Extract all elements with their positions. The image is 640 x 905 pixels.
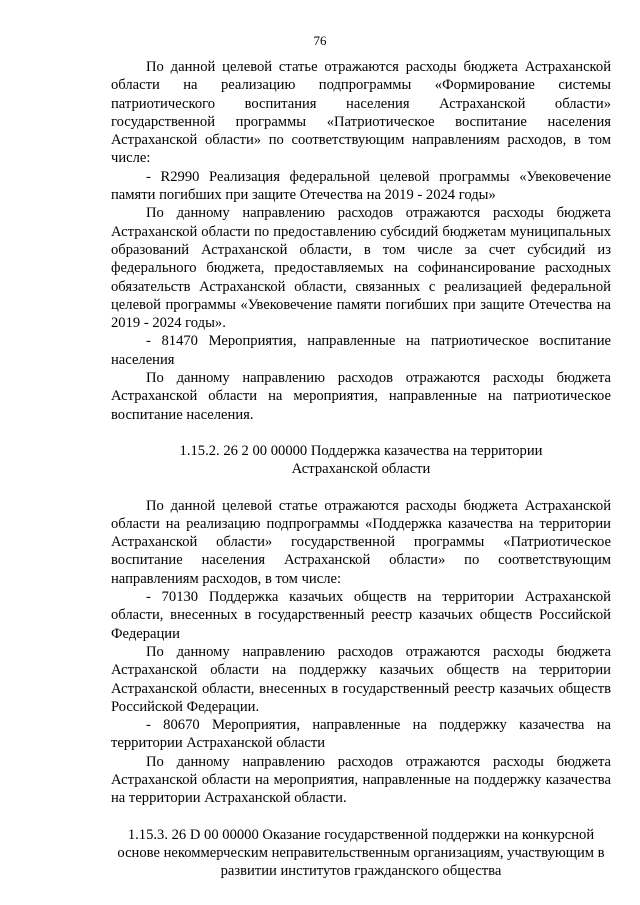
paragraph-intro-subprogram-2: По данной целевой статье отражаются расходы бюджета Астраханской области на реализацию подпрограммы «Поддержка казачества на территории Астраханской области» государственной программы «Патриотическое воспитание населения Астраханской области» по соответствующим направлениям расходов, в том числе: [111,497,611,587]
list-item-70130: - 70130 Поддержка казачьих обществ на территории Астраханской области, внесенных в государственный реестр казачьих обществ Российской Федерации [111,589,611,642]
paragraph-81470-description: По данному направлению расходов отражаются расходы бюджета Астраханской области на мероприятия, направленные на патриотическое воспитание населения. [111,370,611,423]
list-item-81470: - 81470 Мероприятия, направленные на патриотическое воспитание населения [111,333,611,368]
page-number: 76 [313,33,327,48]
paragraph-80670-description: По данному направлению расходов отражаются расходы бюджета Астраханской области на мероприятия, направленные на поддержку казачества на территории Астраханской области. [111,753,611,807]
section-heading-1-15-2: 1.15.2. 26 2 00 00000 Поддержка казачества на территории Астраханской области [179,442,543,478]
list-item-80670: - 80670 Мероприятия, направленные на поддержку казачества на территории Астраханской области [111,717,611,752]
paragraph-intro-subprogram-1: По данной целевой статье отражаются расходы бюджета Астраханской области на реализацию подпрограммы «Формирование системы патриотического воспитания населения Астраханской области» государственной программы «Патриотическое воспитание населения Астраханской области» по соответствующим направлениям расходов, в том числе: [111,59,611,167]
document-body [111,58,611,880]
paragraph-70130-description: По данному направлению расходов отражаются расходы бюджета Астраханской области на поддержку казачьих обществ на территории Астраханской области, внесенных в государственный реестр казачьих обществ Российской Федерации. [111,643,611,715]
section-heading-1-15-3: 1.15.3. 26 D 00 00000 Оказание государственной поддержки на конкурсной основе некоммерческим неправительственным организациям, участвующим в развитии институтов гражданского общества [117,826,605,880]
paragraph-r2990-description: По данному направлению расходов отражаются расходы бюджета Астраханской области по предоставлению субсидий бюджетам муниципальных образований Астраханской области, в том числе за счет субсидий из федерального бюджета, предоставляемых на софинансирование расходных обязательств Астраханской области, связанных с реализацией федеральной целевой программы «Увековечение памяти погибших при защите Отечества на 2019 - 2024 годы». [111,205,611,332]
list-item-r2990: - R2990 Реализация федеральной целевой программы «Увековечение памяти погибших при защите Отечества на 2019 - 2024 годы» [111,168,611,204]
